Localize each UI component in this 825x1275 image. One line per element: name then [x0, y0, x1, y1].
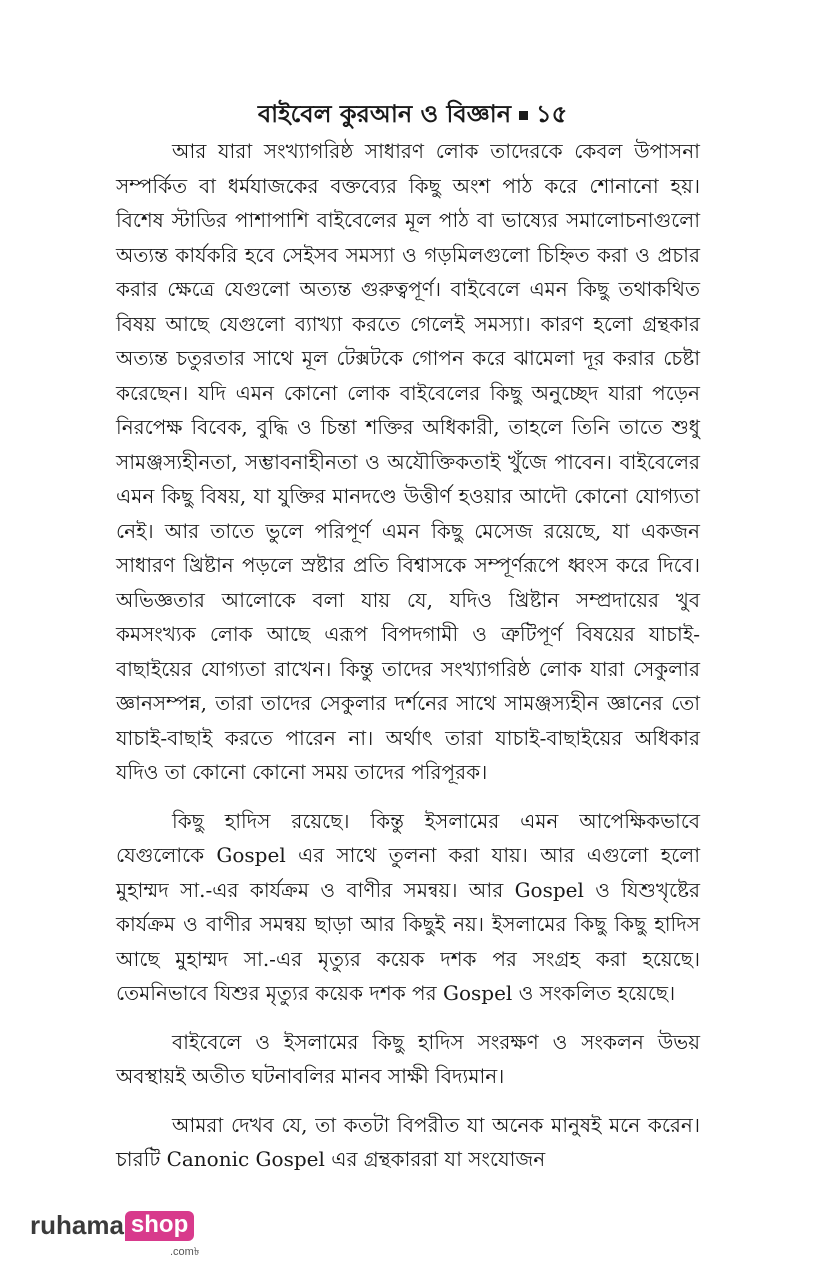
square-bullet-icon: [519, 111, 528, 120]
paragraph: আমরা দেখব যে, তা কতটা বিপরীত যা অনেক মানুষই মনে করেন। চারটি Canonic Gospel এর গ্রন্থকাররা যা সংযোজন: [116, 1112, 700, 1171]
paragraph: আর যারা সংখ্যাগরিষ্ঠ সাধারণ লোক তাদেরকে কেবল উপাসনা সম্পর্কিত বা ধর্মযাজকের বক্তব্যের কিছু অংশ পাঠ করে শোনানো হয়। বিশেষ স্টাডির পাশাপাশি বাইবেলের মূল পাঠ বা ভাষ্যের সমালোচনাগুলো অত্যন্ত কার্যকরি হবে সেইসব সমস্যা ও গড়মিলগুলো চিহ্নিত করা ও প্রচার করার ক্ষেত্রে যেগুলো অত্যন্ত গুরুত্বপূর্ণ। বাইবেলে এমন কিছু তথাকথিত বিষয় আছে যেগুলো ব্যাখ্যা করতে গেলেই সমস্যা। কারণ হলো গ্রন্থকার অত্যন্ত চতুরতার সাথে মূল টেক্সটকে গোপন করে ঝামেলা দূর করার চেষ্টা করেছেন। যদি এমন কোনো লোক বাইবেলের কিছু অনুচ্ছেদ যারা পড়েন নিরপেক্ষ বিবেক, বুদ্ধি ও চিন্তা শক্তির অধিকারী, তাহলে তিনি তাতে শুধু সামঞ্জস্যহীনতা, সম্ভাবনাহীনতা ও অযৌক্তিকতাই খুঁজে পাবেন। বাইবেলের এমন কিছু বিষয়, যা যুক্তির মানদণ্ডে উত্তীর্ণ হওয়ার আদৌ কোনো যোগ্যতা নেই। আর তাতে ভুলে পরিপূর্ণ এমন কিছু মেসেজ রয়েছে, যা একজন সাধারণ খ্রিষ্টান পড়লে স্রষ্টার প্রতি বিশ্বাসকে সম্পূর্ণরূপে ধ্বংস করে দিবে। অভিজ্ঞতার আলোকে বলা যায় যে, যদিও খ্রিষ্টান সম্প্রদায়ের খুব কমসংখ্যক লোক আছে এরূপ বিপদগামী ও ত্রুটিপূর্ণ বিষয়ের যাচাই-বাছাইয়ের যোগ্যতা রাখেন। কিন্তু তাদের সংখ্যাগরিষ্ঠ লোক যারা সেকুলার জ্ঞানসম্পন্ন, তারা তাদের সেকুলার দর্শনের সাথে সামঞ্জস্যহীন জ্ঞানের তো যাচাই-বাছাই করতে পারেন না। অর্থাৎ তারা যাচাই-বাছাইয়ের অধিকার যদিও তা কোনো কোনো সময় তাদের পরিপূরক।: [116, 139, 700, 784]
logo-word-ruhama: ruhama: [30, 1210, 124, 1240]
running-header: [0, 96, 825, 136]
logo-domain: .com৳: [170, 1246, 200, 1258]
logo-word-shop: shop: [125, 1211, 194, 1241]
paragraph: বাইবেলে ও ইসলামের কিছু হাদিস সংরক্ষণ ও সংকলন উভয় অবস্থায়ই অতীত ঘটনাবলির মানব সাক্ষী বিদ্যমান।: [116, 1029, 700, 1088]
book-title: বাইবেল কুরআন ও বিজ্ঞান: [257, 99, 512, 128]
page-body: [116, 134, 700, 1191]
paragraph: কিছু হাদিস রয়েছে। কিন্তু ইসলামের এমন আপেক্ষিকভাবে যেগুলোকে Gospel এর সাথে তুলনা করা যায়। আর এগুলো হলো মুহাম্মদ সা.-এর কার্যক্রম ও বাণীর সমন্বয়। আর Gospel ও যিশুখৃষ্টের কার্যক্রম ও বাণীর সমন্বয় ছাড়া আর কিছুই নয়। ইসলামের কিছু কিছু হাদিস আছে মুহাম্মদ সা.-এর মৃত্যুর কয়েক দশক পর সংগ্রহ করা হয়েছে। তেমনিভাবে যিশুর মৃত্যুর কয়েক দশক পর Gospel ও সংকলিত হয়েছে।: [116, 808, 700, 1005]
page-number: ১৫: [536, 99, 568, 128]
ruhamashop-logo: [30, 1210, 200, 1258]
